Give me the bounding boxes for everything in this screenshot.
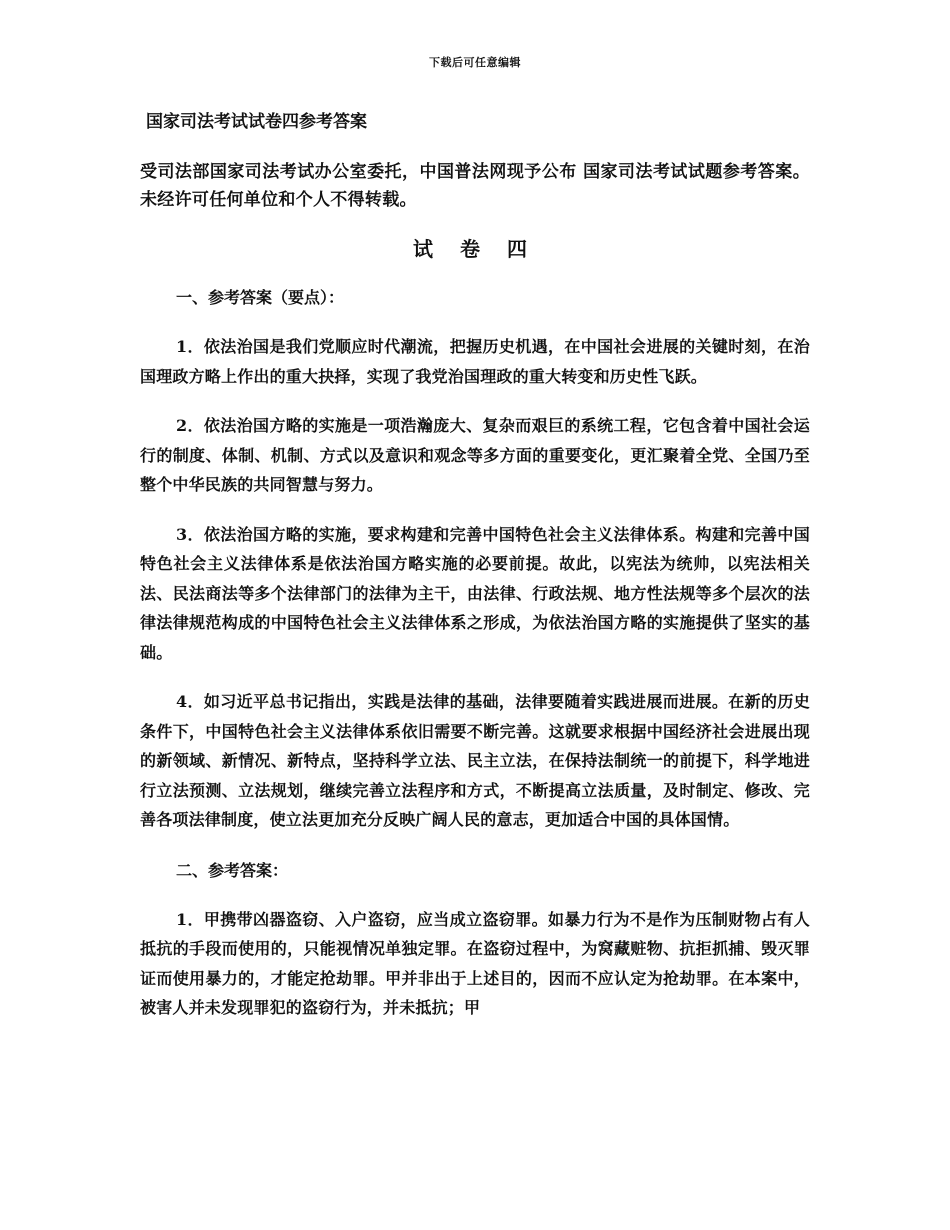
part-one-heading: 一、参考答案（要点）： — [176, 288, 345, 307]
document-body — [140, 108, 810, 1023]
answer-paragraph-1-2: 2．依法治国方略的实施是一项浩瀚庞大、复杂而艰巨的系统工程，它包含着中国社会运行的制度、体制、机制、方式以及意识和观念等多方面的重要变化，更汇聚着全党、全国乃至整个中华民族的共同智慧与努力。 — [140, 416, 810, 494]
part-two-heading: 二、参考答案： — [176, 860, 289, 880]
header-note: 下载后可任意编辑 — [429, 56, 521, 69]
answer-paragraph-1-1: 1．依法治国是我们党顺应时代潮流，把握历史机遇，在中国社会进展的关键时刻，在治国理政方略上作出的重大抉择，实现了我党治国理政的重大转变和历史性飞跃。 — [140, 337, 810, 386]
publication-notice: 受司法部国家司法考试办公室委托，中国普法网现予公布 国家司法考试试题参考答案。未经许可任何单位和个人不得转载。 — [140, 162, 810, 210]
answer-paragraph-1-4: 4．如习近平总书记指出，实践是法律的基础，法律要随着实践进展而进展。在新的历史条件下，中国特色社会主义法律体系依旧需要不断完善。这就要求根据中国经济社会进展出现的新领域、新情况、新特点，坚持科学立法、民主立法，在保持法制统一的前提下，科学地进行立法预测、立法规划，继续完善立法程序和方式，不断提高立法质量，及时制定、修改、完善各项法律制度，使立法更加充分反映广阔人民的意志，更加适合中国的具体国情。 — [140, 692, 810, 829]
section-title: 试 卷 四 — [413, 237, 537, 261]
document-title: 国家司法考试试卷四参考答案 — [146, 112, 367, 132]
answer-paragraph-1-3: 3．依法治国方略的实施，要求构建和完善中国特色社会主义法律体系。构建和完善中国特色社会主义法律体系是依法治国方略实施的必要前提。故此，以宪法为统帅，以宪法相关法、民法商法等多个法律部门的法律为主干，由法律、行政法规、地方性法规等多个层次的法律法律规范构成的中国特色社会主义法律体系之形成，为依法治国方略的实施提供了坚实的基础。 — [140, 524, 810, 662]
answer-paragraph-2-1: 1．甲携带凶器盗窃、入户盗窃，应当成立盗窃罪。如暴力行为不是作为压制财物占有人抵抗的手段而使用的，只能视情况单独定罪。在盗窃过程中，为窝藏赃物、抗拒抓捕、毁灭罪证而使用暴力的，才能定抢劫罪。甲并非出于上述目的，因而不应认定为抢劫罪。在本案中，被害人并未发现罪犯的盗窃行为，并未抵抗；甲 — [140, 909, 810, 1017]
